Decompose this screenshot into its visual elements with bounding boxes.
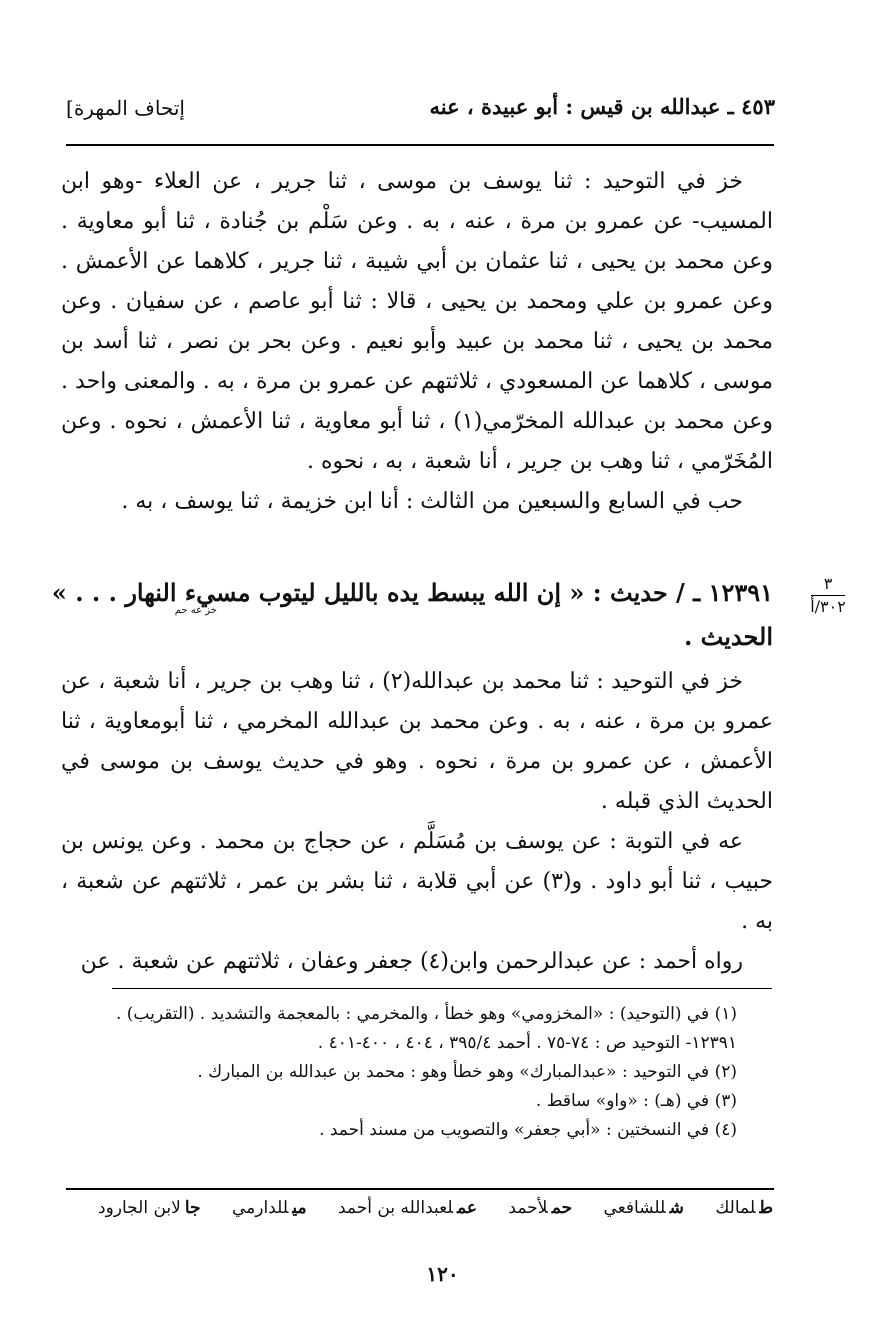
- abbr-item: شللشافعي: [603, 1198, 684, 1218]
- page-number: ١٢٠: [426, 1262, 459, 1286]
- header-book-title: [إتحاف المهرة: [66, 96, 185, 120]
- paragraph-bottom-3: رواه أحمد : عن عبدالرحمن وابن(٤) جعفر وعفان ، ثلاثتهم عن شعبة . عن: [80, 949, 743, 974]
- abbr-item: ميللدارمي: [231, 1198, 307, 1218]
- footnote-rule: [112, 988, 772, 989]
- header-rule: [66, 144, 774, 146]
- paragraph-bottom-2: عه في التوبة : عن يوسف بن مُسَلَّم ، عن حجاج بن محمد . وعن يونس بن حبيب ، ثنا أبو داود . و(٣) عن أبي قلابة ، ثنا بشر بن عمر ، ثلاثتهم عن شعبة ، به .: [61, 829, 773, 934]
- abbreviation-rule: [66, 1188, 774, 1190]
- footnotes-list: [97, 1000, 737, 1145]
- margin-ref-top: ٣: [811, 573, 845, 596]
- abbr-item: حملأحمد: [508, 1198, 573, 1218]
- footnote-1: (١) في (التوحيد) : «المخزومي» وهو خطأ ، والمخرمي : بالمعجمة والتشديد . (التقريب) .: [115, 1004, 737, 1024]
- top-text-block: [61, 162, 773, 522]
- hadith-title-end: الحديث .: [683, 622, 773, 651]
- header-chapter-title: ٤٥٣ ـ عبدالله بن قيس : أبو عبيدة ، عنه: [429, 94, 775, 119]
- hadith-title: ١٢٣٩١ ـ / حديث : « إن الله يبسط يده بالليل ليتوب مسيء النهار . . . »: [51, 578, 773, 607]
- footnote-2: (٢) في التوحيد : «عبدالمبارك» وهو خطأ وهو : محمد بن عبدالله بن المبارك .: [197, 1062, 737, 1082]
- paragraph-top-1: خز في التوحيد : ثنا يوسف بن موسى ، ثنا جرير ، عن العلاء -وهو ابن المسيب- عن عمرو بن مرة ، عنه ، به . وعن سَلْم بن جُنادة ، ثنا أبو معاوية . وعن محمد بن يحيى ، ثنا عثمان بن أبي شيبة ، ثنا جرير ، كلاهما عن الأعمش . وعن عمرو بن علي ومحمد بن يحيى ، قالا : ثنا أبو عاصم ، عن سفيان . وعن محمد بن يحيى ، ثنا محمد بن عبيد وأبو نعيم . وعن بحر بن نصر ، ثنا أسد بن موسى ، كلاهما عن المسعودي ، ثلاثتهم عن عمرو بن مرة ، به . والمعنى واحد . وعن محمد بن عبدالله المخرّمي(١) ، ثنا أبو معاوية ، ثنا الأعمش ، نحوه . وعن المُخَرّمي ، ثنا وهب بن جرير ، أنا شعبة ، به ، نحوه .: [61, 169, 773, 474]
- paragraph-bottom-1: خز في التوحيد : ثنا محمد بن عبدالله(٢) ، ثنا وهب بن جرير ، أنا شعبة ، عن عمرو بن مرة ، عنه ، به . وعن محمد بن عبدالله المخرمي ، ثنا أبومعاوية ، ثنا الأعمش ، عن عمرو بن مرة ، نحوه . وهو في حديث يوسف بن موسى في الحديث الذي قبله .: [61, 669, 773, 814]
- margin-reference: [798, 573, 858, 618]
- footnote-hadith-ref: ١٢٣٩١- التوحيد ص : ٧٤-٧٥ . أحمد ٣٩٥/٤ ، ٤٠٤ ، ٤٠٠-٤٠١ .: [317, 1033, 737, 1053]
- paragraph-top-2: حب في السابع والسبعين من الثالث : أنا ابن خزيمة ، ثنا يوسف ، به .: [121, 489, 743, 514]
- bottom-text-block: [61, 662, 773, 982]
- abbreviation-key: [72, 1198, 773, 1218]
- margin-ref-bottom: ٣٠٢/أ: [810, 597, 846, 616]
- footnote-3: (٣) في (هـ) : «واو» ساقط .: [535, 1091, 737, 1111]
- footnote-4: (٤) في النسختين : «أبي جعفر» والتصويب من مسند أحمد .: [319, 1120, 737, 1140]
- abbr-item: جالابن الجارود: [98, 1198, 201, 1218]
- hadith-sources: خز عه حم: [174, 605, 217, 616]
- abbr-item: طلمالك: [715, 1198, 773, 1218]
- abbr-item: عملعبدالله بن أحمد: [338, 1198, 477, 1218]
